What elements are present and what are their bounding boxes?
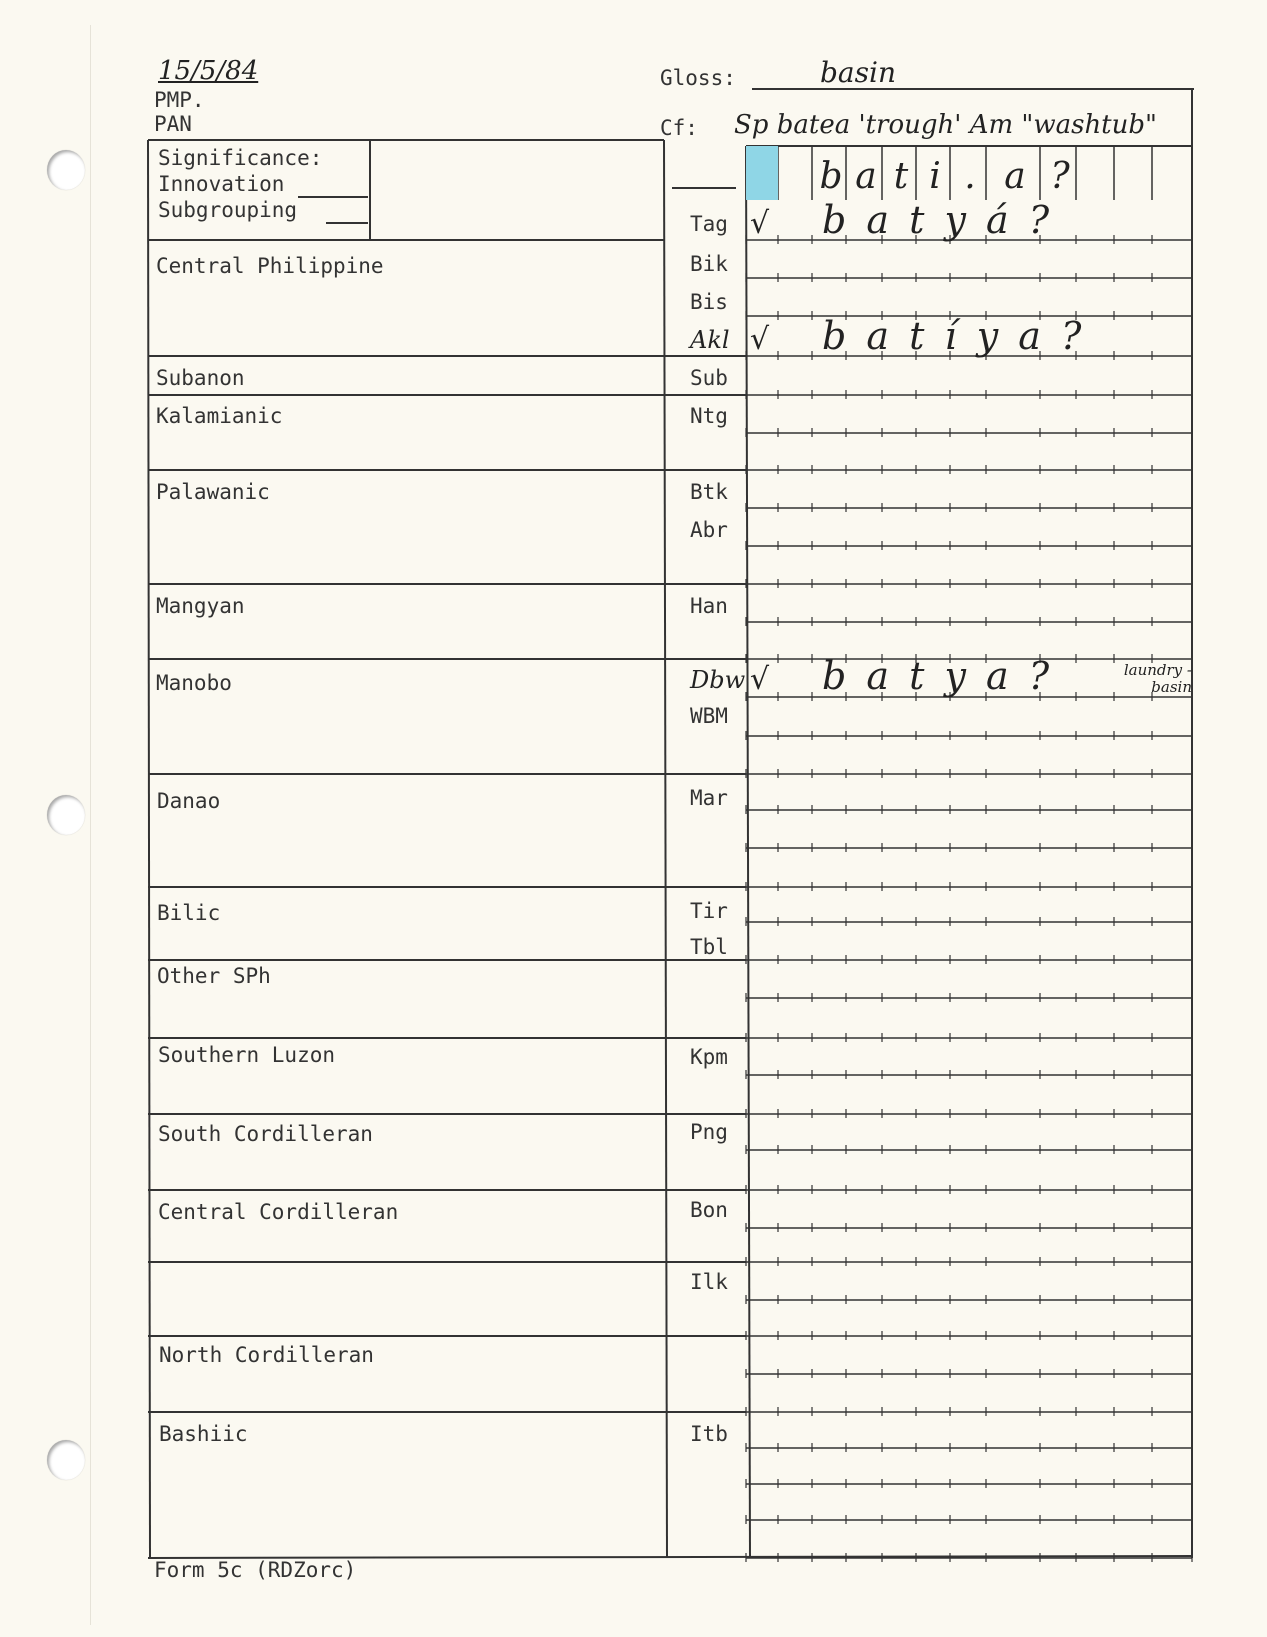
language-code-ilk: Ilk — [690, 1270, 728, 1294]
language-code-btk: Btk — [690, 480, 728, 504]
date: 15/5/84 — [158, 56, 259, 86]
attested-form-dbw: b a t y a ? — [822, 654, 1054, 698]
group-danao: Danao — [157, 789, 221, 813]
subgrouping-label: Subgrouping — [158, 198, 298, 222]
language-code-akl: Akl — [690, 326, 730, 354]
pmp-label: PMP. — [154, 88, 205, 112]
reconstruction-cell: t — [893, 156, 909, 197]
group-other-sph: Other SPh — [157, 964, 271, 988]
group-bilic: Bilic — [157, 901, 221, 925]
language-code-bon: Bon — [690, 1198, 728, 1222]
reconstruction-cell: . — [964, 156, 976, 197]
language-code-wbm: WBM — [690, 704, 728, 728]
language-code-bik: Bik — [690, 252, 728, 276]
check-mark-icon: √ — [750, 662, 770, 697]
language-code-tir: Tir — [690, 899, 728, 923]
group-central-cordilleran: Central Cordilleran — [158, 1200, 399, 1224]
group-subanon: Subanon — [156, 366, 245, 390]
language-code-dbw: Dbw — [690, 666, 746, 694]
reconstruction-cell: a — [855, 156, 877, 197]
reconstruction-cell: ? — [1050, 156, 1070, 197]
cf-value: Sp batea 'trough' Am "washtub" — [734, 110, 1157, 140]
attested-form-tag: b a t y á ? — [822, 198, 1054, 242]
language-code-ntg: Ntg — [690, 404, 728, 428]
pan-label: PAN — [154, 112, 192, 136]
language-code-han: Han — [690, 594, 728, 618]
highlighted-cell — [746, 146, 778, 200]
gloss-label: Gloss: — [660, 66, 736, 90]
language-code-bis: Bis — [690, 290, 728, 314]
subgrouping-blank — [326, 222, 368, 224]
group-bashiic: Bashiic — [159, 1422, 248, 1446]
language-code-kpm: Kpm — [690, 1045, 728, 1069]
language-code-tag: Tag — [690, 212, 728, 236]
group-kalamianic: Kalamianic — [156, 404, 283, 428]
group-north-cordilleran: North Cordilleran — [159, 1343, 374, 1367]
language-code-mar: Mar — [690, 786, 728, 810]
check-mark-icon: √ — [750, 206, 770, 241]
language-code-sub: Sub — [690, 366, 728, 390]
check-mark-icon: √ — [750, 322, 770, 357]
attested-form-akl: b a t í y a ? — [822, 314, 1086, 358]
innovation-label: Innovation — [158, 172, 285, 196]
cf-label: Cf: — [660, 116, 698, 140]
entry-note: laundry -basin — [1123, 661, 1192, 696]
innovation-blank — [298, 196, 368, 198]
reconstruction-cell: b — [819, 156, 843, 197]
language-code-itb: Itb — [690, 1422, 728, 1446]
reconstruction-dash — [672, 187, 736, 189]
language-code-tbl: Tbl — [690, 935, 728, 959]
language-code-abr: Abr — [690, 518, 728, 542]
group-mangyan: Mangyan — [156, 594, 245, 618]
group-southern-luzon: Southern Luzon — [158, 1043, 336, 1067]
group-central-philippine: Central Philippine — [156, 254, 384, 278]
group-manobo: Manobo — [156, 671, 232, 695]
significance-label: Significance: — [158, 146, 323, 170]
gloss-value: basin — [820, 56, 896, 89]
language-code-png: Png — [690, 1120, 728, 1144]
group-south-cordilleran: South Cordilleran — [158, 1122, 373, 1146]
form-label: Form 5c (RDZorc) — [154, 1558, 357, 1582]
reconstruction-cell: i — [929, 156, 941, 197]
group-palawanic: Palawanic — [156, 480, 270, 504]
reconstruction-cell: a — [1004, 156, 1026, 197]
